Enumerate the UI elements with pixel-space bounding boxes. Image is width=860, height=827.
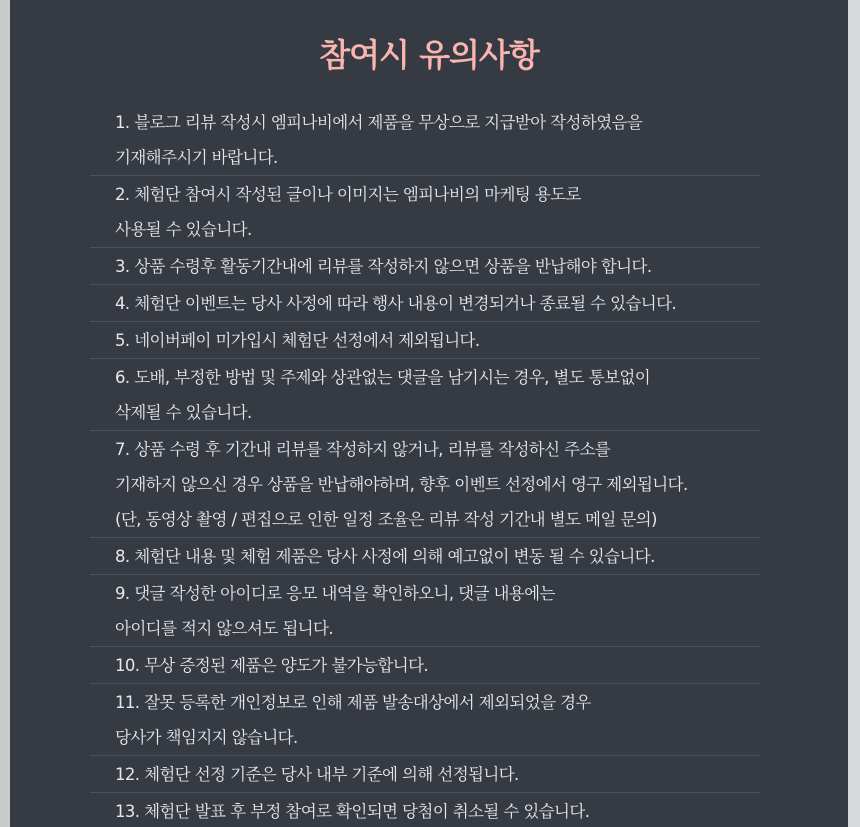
notice-item xyxy=(90,756,761,793)
right-margin xyxy=(848,0,860,827)
notice-text: 2. 체험단 참여시 작성된 글이나 이미지는 엠피나비의 마케팅 용도로 xyxy=(115,185,581,204)
notice-item xyxy=(90,104,761,176)
notice-item xyxy=(90,285,761,322)
notice-item xyxy=(90,359,761,431)
notice-item xyxy=(90,431,761,538)
notice-text: 7. 상품 수령 후 기간내 리뷰를 작성하지 않거나, 리뷰를 작성하신 주소를 xyxy=(115,440,611,459)
notice-item xyxy=(90,322,761,359)
notice-text: 8. 체험단 내용 및 체험 제품은 당사 사정에 의해 예고없이 변동 될 수 있습니다. xyxy=(115,547,655,566)
notice-panel xyxy=(10,0,848,827)
notice-list xyxy=(90,104,761,827)
notice-text: 11. 잘못 등록한 개인정보로 인해 제품 발송대상에서 제외되었을 경우 xyxy=(115,693,591,712)
page-title: 참여시 유의사항 xyxy=(319,36,539,74)
left-margin xyxy=(0,0,10,827)
notice-text-continued: 당사가 책임지지 않습니다. xyxy=(115,728,298,747)
notice-text: 12. 체험단 선정 기준은 당사 내부 기준에 의해 선정됩니다. xyxy=(115,765,519,784)
notice-text: 13. 체험단 발표 후 부정 참여로 확인되면 당첨이 취소될 수 있습니다. xyxy=(115,802,590,821)
notice-item xyxy=(90,684,761,756)
notice-item xyxy=(90,248,761,285)
notice-text: 3. 상품 수령후 활동기간내에 리뷰를 작성하지 않으면 상품을 반납해야 합니다. xyxy=(115,257,652,276)
notice-text: 1. 블로그 리뷰 작성시 엠피나비에서 제품을 무상으로 지급받아 작성하였음을 xyxy=(115,113,643,132)
notice-item xyxy=(90,793,761,827)
notice-text-continued: 삭제될 수 있습니다. xyxy=(115,403,252,422)
notice-text-continued: 아이디를 적지 않으셔도 됩니다. xyxy=(115,619,333,638)
notice-item xyxy=(90,647,761,684)
notice-item xyxy=(90,538,761,575)
notice-text-continued: (단, 동영상 촬영 / 편집으로 인한 일정 조율은 리뷰 작성 기간내 별도 메일 문의) xyxy=(115,510,657,529)
notice-item xyxy=(90,176,761,248)
notice-text-continued: 기재하지 않으신 경우 상품을 반납해야하며, 향후 이벤트 선정에서 영구 제외됩니다. xyxy=(115,475,688,494)
notice-text: 10. 무상 증정된 제품은 양도가 불가능합니다. xyxy=(115,656,429,675)
notice-text: 9. 댓글 작성한 아이디로 응모 내역을 확인하오니, 댓글 내용에는 xyxy=(115,584,555,603)
notice-item xyxy=(90,575,761,647)
notice-text: 6. 도배, 부정한 방법 및 주제와 상관없는 댓글을 남기시는 경우, 별도 통보없이 xyxy=(115,368,651,387)
notice-text: 4. 체험단 이벤트는 당사 사정에 따라 행사 내용이 변경되거나 종료될 수 있습니다. xyxy=(115,294,677,313)
notice-text: 5. 네이버페이 미가입시 체험단 선정에서 제외됩니다. xyxy=(115,331,480,350)
notice-text-continued: 사용될 수 있습니다. xyxy=(115,220,252,239)
notice-text-continued: 기재해주시기 바랍니다. xyxy=(115,148,278,167)
